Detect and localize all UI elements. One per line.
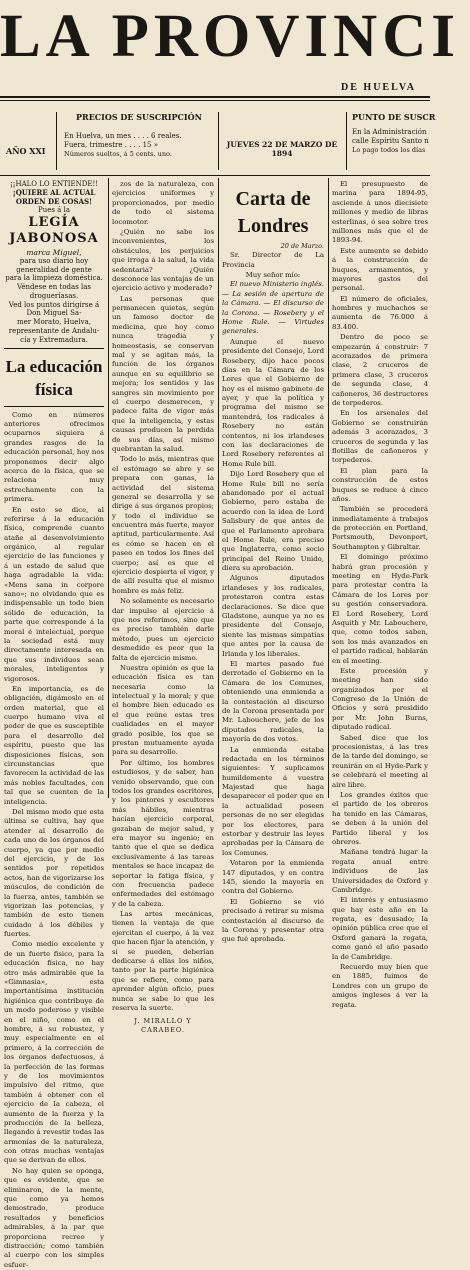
column-3 bbox=[222, 180, 324, 944]
article-paragraph: No solamente es necesario dar impulso al ejercicio á que nos referimos, sino que es preciso también darle método, pues un ejercicio desmedido es peor que la falta de ejercicio mismo. bbox=[112, 597, 214, 662]
advert-line: Véndese en todas las drogueríasas. bbox=[16, 283, 92, 300]
article-paragraph: Votaron por la enmienda 147 diputados, y en contra 145, siendo la mayoría en contra del Gobierno. bbox=[222, 859, 324, 896]
masthead bbox=[0, 0, 461, 96]
article-paragraph: Nuestra opinión es que la educación física es tan necesaria como la intelectual y la moral; y que el hombre bien educado es el que reúne estas tres cualidades en el mayor grado posible, los que se prestan mutuamente ayuda para su desarrollo. bbox=[112, 663, 214, 757]
article-paragraph: La enmienda estaba redactada en los términos siguientes: Y suplicamos humildemente á vuestra Majestad que haga desaparecer el poder que en la actualidad poseen personas de no ser elegidas por los electores, para estorbar y destruir las leyes aprobadas por la Cámara de los Comunes. bbox=[222, 745, 324, 857]
masthead-rule-thin bbox=[0, 100, 430, 101]
info-divider bbox=[56, 112, 57, 170]
article-title: La educación física bbox=[5, 357, 103, 400]
newspaper-subtitle: DE HUELVA bbox=[341, 82, 416, 93]
letter-title: Carta de Londres bbox=[235, 188, 311, 238]
column-4 bbox=[332, 180, 428, 1009]
price-line: En Huelva, un mes . . . . 6 reales. bbox=[64, 132, 182, 140]
price-line: Números sueltos, á 5 cents. uno. bbox=[64, 149, 172, 158]
article-paragraph: Por último, los hombres estudiosos, y de saber, han venido observando, que con todos los grandes escritores, y los pintores y escultores más hábiles, mientras hacían ejercicio corporal, gozaban de mejor salud, y era mayor su ingenio; en tanto que el que se dedica exclusivamente á las tareas mentales se hace incapaz de soportar la fatiga física, y con frecuencia padece enfermedades del estómago y de la cabeza. bbox=[112, 758, 214, 908]
advertisement bbox=[4, 180, 104, 344]
info-bar bbox=[0, 110, 436, 174]
advert-line: Ved los puntos dirigirse á Don Miguel Sa- bbox=[8, 300, 100, 318]
letter-dateline: 20 de Marzo. bbox=[280, 242, 324, 251]
article-signature: J. MIRALLO Y CARABEO. bbox=[134, 1017, 192, 1035]
article-paragraph: También se procederá inmediatamente á trabajos de protección en Portland, Portsmouth, Devonport, Southampton y Gibraltar. bbox=[332, 505, 428, 551]
article-paragraph: El martes pasado fué derrotado el Gobierno en la Cámara de los Comunes, obteniendo una enmienda a la contestación al discurso de la Corona presentada por Mr. Labouchere, jefe de los diputados radicales, la mayoría de dos votos. bbox=[222, 660, 324, 744]
article-paragraph: Algunos diputados irlandeses y los radicales, protestaron contra estas declaraciones. Se dice que Gladstone, aunque ya no es presidente del Consejo, siente las mismas simpatías que antes por la causa de Irlanda y los liberales. bbox=[222, 574, 324, 658]
letter-salutation: Sr. Director de La Provincia bbox=[222, 251, 324, 269]
article-paragraph: Como medio excelente y de un fuerte fisico, para la educación física, no hay otro más admirable que la «Gimnasia», esta importantísima institución higiénica que contribuye de un modo poderoso y visible en el niño, como en el hombre, á su robustez, y muy especialmente en el primero, á la corrección de los órganos defectuosos, á la perfección de las formas y de los movimientos impulsivo del ritmo, que también á obtener con el ejercicio de la cabeza, el aumento de la fuerza y la producción de la belleza, llegando á revestir todas las armonías de la naturaleza, con otras muchas ventajas que se derivan de ellos. bbox=[4, 940, 104, 1165]
advert-line: Pues á la bbox=[38, 206, 70, 215]
advert-line: ¡¡HALO LO ENTIENDE!! bbox=[9, 180, 99, 188]
issue-date: JUEVES 22 DE MARZO DE 1894 bbox=[226, 140, 338, 159]
advert-line: mer Morato, Huelva, representante de Andalu- bbox=[8, 318, 100, 335]
issue-year: AÑO XXI bbox=[6, 146, 46, 156]
prices-heading: PRECIOS DE SUSCRIPCIÓN bbox=[76, 112, 202, 122]
point-line: Lo pago todos los días bbox=[352, 145, 426, 154]
article-paragraph: Todo lo más, mientras que el estómago se abre y se prepara con ganas, la actividad del sistema general se desarrolla y se dirige á sus órganos propios; y todo el individuo se encuentra más fuerte, mayor aptitud, particularmente. Así es cómo se hacen en el paseo en todos los fines del cuerpo; así es que el ejercicio despierta el vigor, y de allí resulta que el mismo hombre es más feliz. bbox=[112, 455, 214, 595]
article-paragraph: Este procesión y meeting han sido organizados por el Congreso de la Unión de Oficios y será presidido por Mr. John Burns, diputado radical. bbox=[332, 666, 428, 732]
advert-line: para la limpieza doméstica. bbox=[5, 274, 103, 283]
point-line: calle Espíritu Santo n bbox=[352, 136, 429, 145]
article-paragraph: zos de la naturaleza, con ejercicios uniformes y proporcionados, por medio de todo el sistema locomotor. bbox=[112, 180, 214, 226]
advert-line: cía y Extremadura. bbox=[20, 335, 88, 344]
article-paragraph: ¿Quién no sabe los inconvenientes, los obstáculos, los perjuicios que irroga á la salud, la vida sedentaria? ¿Quién desconoce las ventajas de un ejercicio activo y moderado? bbox=[112, 227, 214, 293]
article-paragraph: Los grandes éxitos que el partido de los obreros ha tenido en las Cámaras, se deben á la unión del Partido liberal y los obreros. bbox=[332, 791, 428, 846]
letter-subsalutation: Muy señor mío: bbox=[245, 270, 301, 279]
article-paragraph: El plan para la construcción de estos buques se reduce á cinco años. bbox=[332, 466, 428, 503]
article-paragraph: En esto se dice, al referirse á la educación física, comprende cuanto atañe al desenvolvimiento orgánico, al regular ejercicio de las funciones y á un estado de salud que haga agradable la vida: «Mens sana in corpore sano»; no olvidando que es indispensable un todo bien sólido de educación, la parte que corresponde á la moral é intelectual, porque la sociedad está muy directamente interesada en que sus individuos sean morales, inteligentes y vigorosos. bbox=[4, 505, 104, 683]
point-heading: PUNTO DE SUSCR bbox=[352, 112, 436, 122]
advert-product-name: LEGÍA JABONOSA bbox=[9, 215, 99, 247]
article-paragraph: Las personas que permanecen quietas, según un famoso doctor de medicina, que hoy como nunca tragedia y homeostasis, se conservan mal y se agitan más, la función de los órganos aunque en su equilibrio se mejora; los sentidos y las sangres sin movimiento por el cuerpo desmerecen, y padece falta de vigor más que la inteligencia, y estas causas producen la perdida de sus días, así mismo quebrantan la salud. bbox=[112, 294, 214, 453]
article-paragraph: Este aumento se debido á la construcción de buques, armamentos, y mayores gastos del personal. bbox=[332, 246, 428, 293]
article-paragraph: Sabed dice que los procesionistas, á las tres de la tarde del domingo, se reunirán en el Hyde-Park y se celebrará el meeting al aire libre. bbox=[332, 733, 428, 789]
info-divider bbox=[218, 112, 219, 170]
advert-line: ¡QUIERE AL ACTUAL ORDEN DE COSAS! bbox=[12, 187, 96, 206]
column-1 bbox=[4, 180, 104, 1269]
column-divider bbox=[218, 178, 219, 798]
column-2 bbox=[112, 180, 214, 1035]
article-paragraph: Del mismo modo que esta última se cultiva, hay que atender al desarrollo de cada uno de los órganos del cuerpo, ya que por medio del ejercicio, y de los sentidos por repetidos actos, han de vigorizarse los músculos, de condición de la fuerza, antes, también se vigorizan las potencias, y también de esto tienen cuidado á los débiles y fuertes. bbox=[4, 808, 104, 939]
article-paragraph: El presupuesto de marina para 1894-95, asciende á unos diecisiete millones y medio de libras esterlinas, ó sea sobre tres millones más que el de 1893-94. bbox=[332, 180, 428, 245]
article-paragraph: Como en números anteriores ofrecimos ocuparnos siquiera á grandes rasgos de la educación personal, hoy nos proponemos decir algo acerca de la física, que se relaciona muy estrechamente con la primera. bbox=[4, 410, 104, 504]
section-rule bbox=[4, 348, 104, 349]
advert-line: para uso diario hoy generalidad de gente bbox=[16, 256, 92, 274]
article-paragraph: No hay quien se oponga, que es evidente, que se eliminaron, de la mente, que como ya hemos demostrado, produce resultados y beneficios admirables, á la par que proporciona recreo y distracción; como también al cuerpo con los simples esfuer- bbox=[4, 1166, 104, 1269]
article-paragraph: El número de oficiales, hombres y muchachos se aumenta de 76.000 á 83.400. bbox=[332, 294, 428, 331]
article-paragraph: Aunque el nuevo presidente del Consejo, Lord Rosebery, dijo hace pocos días en la Cámara de los Lores que el Gobierno de hoy es el mismo gabinete de ayer, y que la política y programa del mismo se mantendrá, los radicales á Rosebery no están contentos, ni los irlandeses con las declaraciones de Lord Rosebery referentes al Home Rule bill. bbox=[222, 337, 324, 468]
article-paragraph: El domingo próximo habrá gran procesión y meeting en Hyde-Park para protestar contra la Cámara de los Lores por su gestión conservadora. El Lord Rosebery, Lord Asquith y Mr. Labouchere, que, como todos saben, son los más avanzados en el partido radical, hablarán en el meeting. bbox=[332, 553, 428, 665]
column-divider bbox=[328, 178, 329, 798]
subscription-prices bbox=[64, 112, 214, 158]
article-paragraph: El interés y entusiasmo que hay este año en la regata, es desusado; la opinión pública cree que el Oxford ganará la regata, como ganó el año pasado la de Cambridge. bbox=[332, 896, 428, 961]
subscription-point bbox=[352, 112, 442, 154]
article-paragraph: El Gobierno se vió precisado á retirar su misma contestación al discurso de la Corona y presentar otra que fué aprobada. bbox=[222, 897, 324, 944]
price-line: Fuera, trimestre . . . . 15 » bbox=[64, 140, 158, 149]
point-line: En la Administración bbox=[352, 128, 427, 136]
info-divider bbox=[346, 112, 347, 170]
article-paragraph: Las artes mecánicas, tienen la ventaja de que ejercitan el cuerpo, á la vez que hacen fijar la atención, y si se pueden, deberían dedicarse á ellas los niños, tanto por la parte higiénica que se refiere, como para aprender algún oficio, pues nunca se sabe lo que les reserva la suerte. bbox=[112, 910, 214, 1012]
advert-line: marca Miguel, bbox=[26, 247, 82, 257]
article-paragraph: Dentro de poco se empezarán á construir: 7 acorazados de primera clase, 2 cruceros de primera clase, 3 cruceros de segunda clase, 4 cañoneros, 36 destructores de torpederos. bbox=[332, 333, 428, 407]
article-paragraph: En los arsenales del Gobierno se construirán además 3 acorazados, 3 cruceros de segunda y las flotillas de cañoneros y torpederos. bbox=[332, 409, 428, 465]
masthead-rule bbox=[0, 96, 430, 98]
info-rule bbox=[0, 175, 430, 176]
article-paragraph: Mañana tendrá lugar la regata anual entre individuos de las Universidades de Oxford y Cambridge. bbox=[332, 848, 428, 894]
article-paragraph: Recuerdo muy bien que en 1885, fuimos de Londres con un grupo de amigos ingleses á ver la regata. bbox=[332, 963, 428, 1009]
letter-summary: El nuevo Ministerio inglés. — La sesión de apertura de la Cámara. — El discurso de la Corona. — Rosebery y el Home Rule. — Virtudes generales. bbox=[222, 280, 324, 336]
article-paragraph: En importancia, es de obligación, digámoslo en el orden material, que el cuerpo humano viva el poder de que es susceptible para el desarrollo del espíritu, puesto que las disposiciones físicas, son circunstancias que favorecen la actividad de las más nobles facultades, con tal que se cuenten de la inteligencia. bbox=[4, 684, 104, 806]
column-divider bbox=[108, 178, 109, 798]
article-paragraph: Dijo Lord Rosebery que el Home Rule bill no sería abandonado por el actual Gobierno, pero estaba de acuerdo con la idea de Lord Salisbury de que antes de que el Parlamento aprobara el Home Rule, era preciso que Inglaterra, como socio principal del Reino Unido, diera su aprobación. bbox=[222, 470, 324, 573]
section-rule bbox=[4, 406, 104, 407]
newspaper-title: LA PROVINCI bbox=[0, 3, 461, 70]
